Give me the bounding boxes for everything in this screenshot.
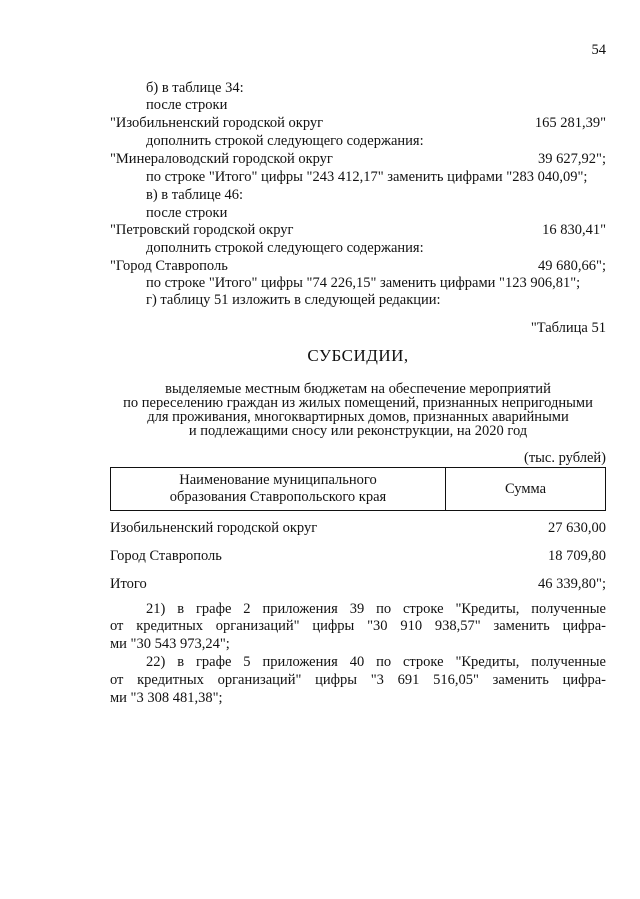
quoted-row-izobilnensky <box>110 115 606 132</box>
table-subtitle-line: по переселению граждан из жилых помещений, признанных непригодными <box>123 395 593 411</box>
after-row-label: после строки <box>146 97 228 113</box>
paragraph-22-line: ми "3 308 481,38"; <box>110 690 223 706</box>
header-name-cell <box>111 468 446 510</box>
table-row-total <box>110 576 606 593</box>
table-subtitle-line: и подлежащими сносу или реконструкции, на 2020 год <box>188 423 528 439</box>
paragraph-21-line: ми "30 543 973,24"; <box>110 636 230 652</box>
table-header <box>110 467 606 511</box>
table-row-value: 18 709,80 <box>548 548 606 564</box>
add-row-label: дополнить строкой следующего содержания: <box>146 240 424 256</box>
table-units: (тыс. рублей) <box>524 450 606 466</box>
row-value: 165 281,39" <box>534 115 606 131</box>
row-name: "Минераловодский городской округ <box>110 151 333 167</box>
paragraph-21-line: 21) в графе 2 приложения 39 по строке "Кредиты, полученные <box>146 601 606 617</box>
table-row <box>110 548 606 565</box>
paragraph-22-line: 22) в графе 5 приложения 40 по строке "Кредиты, полученные <box>146 654 606 670</box>
row-name: "Петровский городской округ <box>110 222 294 238</box>
itogo-replacement: по строке "Итого" цифры "74 226,15" заменить цифрами "123 906,81"; <box>146 275 581 291</box>
row-value: 16 830,41" <box>542 222 606 238</box>
row-value: 49 680,66"; <box>538 258 606 274</box>
table-subtitle-line: выделяемые местным бюджетам на обеспечение мероприятий <box>165 381 551 397</box>
table-row-name: Итого <box>110 576 147 592</box>
table-label: "Таблица 51 <box>530 320 606 336</box>
header-name-line: образования Ставропольского края <box>169 489 387 505</box>
table-row-name: Город Ставрополь <box>110 548 222 564</box>
row-value: 39 627,92"; <box>538 151 606 167</box>
quoted-row-mineralovodsky <box>110 151 606 168</box>
table-title: СУБСИДИИ, <box>307 346 409 365</box>
table-row-value: 27 630,00 <box>548 520 606 536</box>
table-row-name: Изобильненский городской округ <box>110 520 318 536</box>
page-number: 54 <box>591 42 606 58</box>
paragraph-22-line: от кредитных организаций" цифры "3 691 516,05" заменить цифра- <box>110 672 606 688</box>
after-row-label: после строки <box>146 205 228 221</box>
quoted-row-stavropol <box>110 258 606 275</box>
table-row-value: 46 339,80"; <box>538 576 606 592</box>
table-row <box>110 520 606 537</box>
item-b-heading: б) в таблице 34: <box>146 80 244 96</box>
header-sum-cell: Сумма <box>504 481 547 497</box>
row-name: "Изобильненский городской округ <box>110 115 324 131</box>
table-subtitle-line: для проживания, многоквартирных домов, признанных аварийными <box>147 409 569 425</box>
add-row-label: дополнить строкой следующего содержания: <box>146 133 424 149</box>
quoted-row-petrovsky <box>110 222 606 239</box>
itogo-replacement: по строке "Итого" цифры "243 412,17" заменить цифрами "283 040,09"; <box>146 169 588 185</box>
item-v-heading: в) в таблице 46: <box>146 187 244 203</box>
row-name: "Город Ставрополь <box>110 258 228 274</box>
item-g-heading: г) таблицу 51 изложить в следующей редакции: <box>146 292 441 308</box>
paragraph-21-line: от кредитных организаций" цифры "30 910 938,57" заменить цифра- <box>110 618 606 634</box>
header-name-line: Наименование муниципального <box>179 472 377 488</box>
